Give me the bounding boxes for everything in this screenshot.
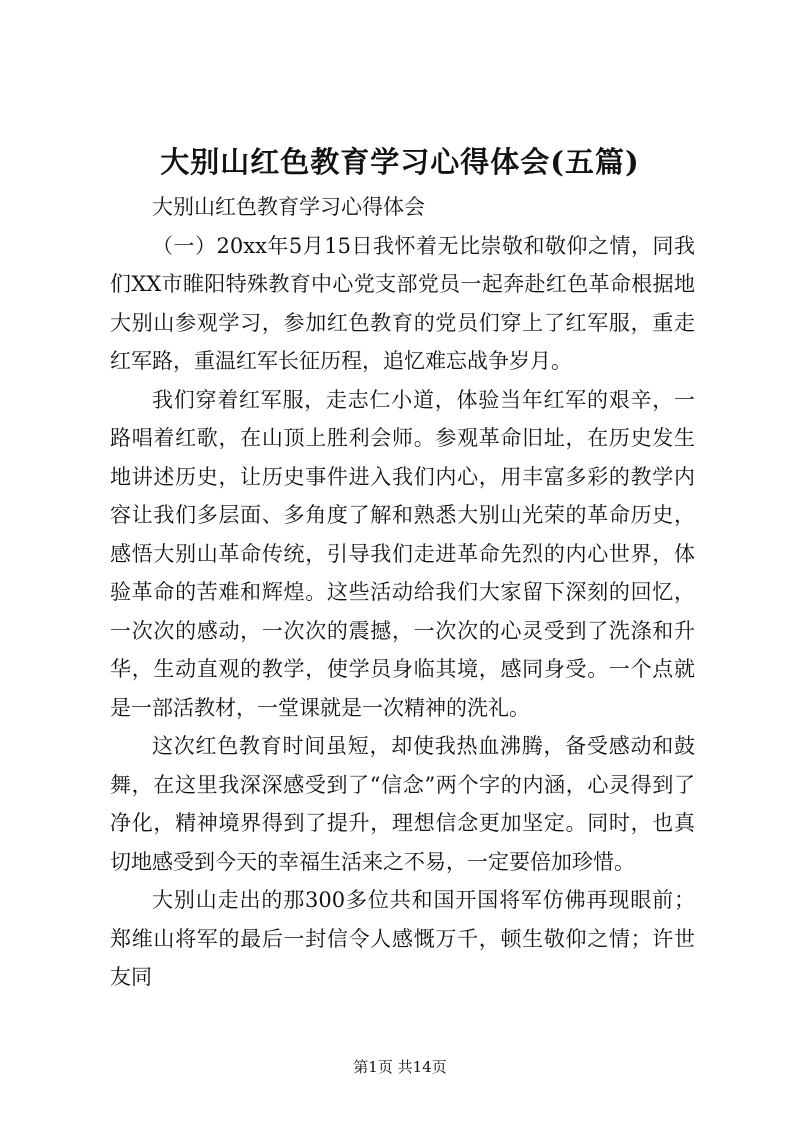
page-number: 第1页 共14页 (353, 1058, 447, 1076)
subtitle-paragraph: 大别山红色教育学习心得体会 (152, 195, 425, 219)
body-paragraph: 我们穿着红军服，走志仁小道，体验当年红军的艰辛，一路唱着红歌，在山顶上胜利会师。参观革命旧址，在历史发生地讲述历史，让历史事件进入我们内心，用丰富多彩的教学内容让我们多层面、多角度了解和熟悉大别山光荣的革命历史，感悟大别山革命传统，引导我们走进革命先烈的内心世界，体验革命的苦难和辉煌。这些活动给我们大家留下深刻的回忆，一次次的感动，一次次的震撼，一次次的心灵受到了洗涤和升华，生动直观的教学，使学员身临其境，感同身受。一个点就是一部活教材，一堂课就是一次精神的洗礼。 (110, 387, 695, 720)
body-paragraph: 这次红色教育时间虽短，却使我热血沸腾，备受感动和鼓舞，在这里我深深感受到了“信念”两个字的内涵，心灵得到了净化，精神境界得到了提升，理想信念更加坚定。同时，也真切地感受到今天的幸福生活来之不易，一定要倍加珍惜。 (110, 734, 695, 874)
document-title: 大别山红色教育学习心得体会(五篇) (160, 145, 640, 179)
body-paragraph: 大别山走出的那300多位共和国开国将军仿佛再现眼前；郑维山将军的最后一封信令人感慨万千，顿生敬仰之情；许世友同 (110, 888, 695, 989)
body-paragraph: （一）20xx年5月15日我怀着无比崇敬和敬仰之情，同我们XX市睢阳特殊教育中心党支部党员一起奔赴红色革命根据地大别山参观学习，参加红色教育的党员们穿上了红军服，重走红军路，重温红军长征历程，追忆难忘战争岁月。 (110, 233, 695, 373)
document-body (110, 188, 695, 997)
